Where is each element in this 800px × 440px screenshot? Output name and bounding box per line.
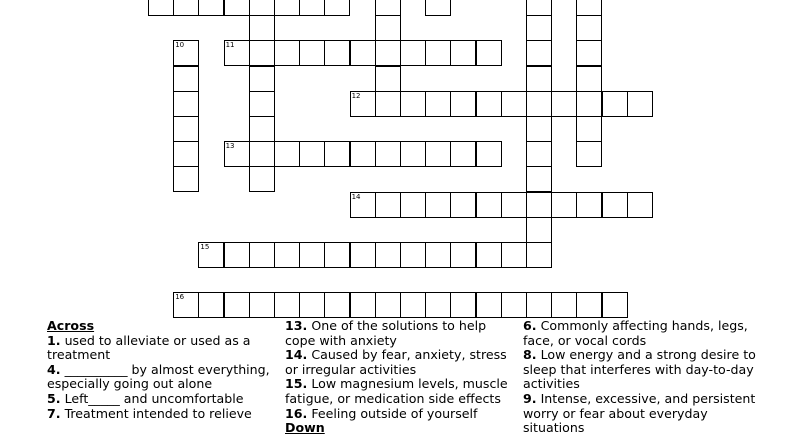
grid-cell[interactable] (350, 192, 376, 218)
grid-cell[interactable] (576, 0, 602, 16)
grid-cell[interactable] (526, 66, 552, 92)
grid-cell[interactable] (350, 141, 376, 167)
clue-column-1 (47, 319, 279, 421)
grid-cell[interactable] (602, 292, 628, 318)
grid-cell[interactable] (173, 292, 199, 318)
grid-cell[interactable] (299, 0, 325, 16)
grid-cell[interactable] (425, 292, 451, 318)
clue-number: 15 (200, 243, 210, 251)
grid-cell[interactable] (148, 0, 174, 16)
grid-cell[interactable] (476, 292, 502, 318)
grid-cell[interactable] (350, 242, 376, 268)
clue-number: 14 (351, 192, 361, 201)
grid-cell[interactable] (375, 91, 401, 117)
grid-cell[interactable] (375, 66, 401, 92)
grid-cell[interactable] (425, 40, 451, 66)
grid-cell[interactable] (425, 242, 451, 268)
grid-cell[interactable] (375, 40, 401, 66)
grid-cell[interactable] (526, 217, 552, 243)
grid-cell[interactable] (173, 141, 199, 167)
grid-cell[interactable] (249, 66, 275, 92)
grid-cell[interactable] (249, 40, 275, 66)
grid-cell[interactable] (576, 91, 602, 117)
grid-cell[interactable] (551, 292, 577, 318)
grid-cell[interactable] (173, 116, 199, 142)
grid-cell[interactable] (198, 242, 224, 268)
grid-cell[interactable] (450, 242, 476, 268)
grid-cell[interactable] (425, 141, 451, 167)
grid-cell[interactable] (450, 141, 476, 167)
grid-cell[interactable] (375, 141, 401, 167)
clue-number: 13 (225, 142, 235, 151)
grid-cell[interactable] (274, 141, 300, 167)
grid-cell[interactable] (400, 40, 426, 66)
grid-cell[interactable] (551, 192, 577, 218)
grid-cell[interactable] (173, 0, 199, 16)
grid-cell[interactable] (375, 242, 401, 268)
grid-cell[interactable] (249, 0, 275, 16)
grid-cell[interactable] (425, 0, 451, 16)
grid-cell[interactable] (299, 292, 325, 318)
across-header: Across (47, 318, 95, 333)
grid-cell[interactable] (501, 292, 527, 318)
grid-cell[interactable] (501, 91, 527, 117)
grid-cell[interactable] (576, 40, 602, 66)
grid-cell[interactable] (274, 292, 300, 318)
grid-cell[interactable] (173, 91, 199, 117)
grid-cell[interactable] (400, 292, 426, 318)
grid-cell[interactable] (224, 0, 250, 16)
grid-cell[interactable] (198, 292, 224, 318)
clue-column-3 (523, 319, 768, 436)
grid-cell[interactable] (249, 15, 275, 41)
grid-cell[interactable] (400, 91, 426, 117)
grid-cell[interactable] (526, 116, 552, 142)
grid-cell[interactable] (576, 15, 602, 41)
grid-cell[interactable] (324, 242, 350, 268)
grid-cell[interactable] (576, 116, 602, 142)
grid-cell[interactable] (274, 40, 300, 66)
grid-cell[interactable] (476, 192, 502, 218)
clue-number: 12 (351, 91, 361, 100)
grid-cell[interactable] (400, 242, 426, 268)
grid-cell[interactable] (375, 15, 401, 41)
clue-down-6: 6. Commonly affecting hands, legs, face, or vocal cords (523, 318, 748, 348)
grid-cell[interactable] (249, 166, 275, 192)
grid-cell[interactable] (501, 192, 527, 218)
grid-cell[interactable] (526, 242, 552, 268)
grid-cell[interactable] (526, 91, 552, 117)
grid-cell[interactable] (501, 242, 527, 268)
grid-cell[interactable] (476, 141, 502, 167)
clue-down-9: 9. Intense, excessive, and persistent worry or fear about everyday situations (523, 390, 756, 436)
grid-cell[interactable] (274, 0, 300, 16)
grid-cell[interactable] (324, 40, 350, 66)
grid-cell[interactable] (526, 192, 552, 218)
grid-cell[interactable] (324, 141, 350, 167)
clue-number: 11 (225, 41, 235, 50)
grid-cell[interactable] (224, 242, 250, 268)
grid-cell[interactable] (173, 66, 199, 92)
grid-cell[interactable] (350, 91, 376, 117)
grid-cell[interactable] (526, 292, 552, 318)
grid-cell[interactable] (173, 166, 199, 192)
grid-cell[interactable] (576, 141, 602, 167)
clue-across-4: 4. __________ by almost everything, especially going out alone (47, 361, 270, 392)
grid-cell[interactable] (602, 91, 628, 117)
grid-cell[interactable] (526, 40, 552, 66)
grid-cell[interactable] (627, 192, 653, 218)
grid-cell[interactable] (224, 40, 250, 66)
grid-cell[interactable] (375, 0, 401, 16)
clue-down-8: 8. Low energy and a strong desire to sleep that interferes with day-to-day activities (523, 347, 756, 392)
down-header: Down (285, 420, 325, 436)
clue-across-16: 16. Feeling outside of yourself (285, 405, 478, 421)
grid-cell[interactable] (299, 141, 325, 167)
grid-cell[interactable] (249, 116, 275, 142)
grid-cell[interactable] (602, 192, 628, 218)
grid-cell[interactable] (299, 242, 325, 268)
grid-cell[interactable] (375, 192, 401, 218)
grid-cell[interactable] (249, 242, 275, 268)
grid-cell[interactable] (249, 91, 275, 117)
grid-cell[interactable] (450, 192, 476, 218)
grid-cell[interactable] (627, 91, 653, 117)
grid-cell[interactable] (450, 40, 476, 66)
grid-cell[interactable] (526, 0, 552, 16)
grid-cell[interactable] (299, 40, 325, 66)
clue-across-15: 15. Low magnesium levels, muscle fatigue, or medication side effects (285, 376, 508, 406)
grid-cell[interactable] (526, 166, 552, 192)
clue-number: 16 (175, 293, 185, 302)
grid-cell[interactable] (476, 242, 502, 268)
clue-across-7: 7. Treatment intended to relieve (47, 405, 252, 421)
grid-cell[interactable] (476, 40, 502, 66)
clue-across-5: 5. Left_____ and uncomfortable (47, 390, 244, 406)
grid-cell[interactable] (375, 292, 401, 318)
clue-column-2 (285, 319, 517, 436)
grid-cell[interactable] (324, 292, 350, 318)
grid-cell[interactable] (249, 141, 275, 167)
grid-cell[interactable] (198, 0, 224, 16)
grid-cell[interactable] (274, 242, 300, 268)
grid-cell[interactable] (576, 292, 602, 318)
grid-cell[interactable] (324, 0, 350, 16)
grid-cell[interactable] (576, 66, 602, 92)
grid-cell[interactable] (450, 91, 476, 117)
grid-cell[interactable] (400, 192, 426, 218)
grid-cell[interactable] (400, 141, 426, 167)
clue-number: 10 (175, 41, 185, 50)
grid-cell[interactable] (224, 292, 250, 318)
grid-cell[interactable] (249, 292, 275, 318)
grid-cell[interactable] (526, 15, 552, 41)
grid-cell[interactable] (224, 141, 250, 167)
grid-cell[interactable] (450, 292, 476, 318)
grid-cell[interactable] (551, 91, 577, 117)
grid-cell[interactable] (476, 91, 502, 117)
grid-cell[interactable] (350, 292, 376, 318)
grid-cell[interactable] (526, 141, 552, 167)
clue-across-1: 1. used to alleviate or used as a treatment (47, 332, 251, 363)
grid-cell[interactable] (173, 40, 199, 66)
grid-cell[interactable] (425, 192, 451, 218)
grid-cell[interactable] (576, 192, 602, 218)
clue-across-14: 14. Caused by fear, anxiety, stress or irregular activities (285, 347, 507, 377)
grid-cell[interactable] (425, 91, 451, 117)
grid-cell[interactable] (350, 40, 376, 66)
clue-across-13: 13. One of the solutions to help cope with anxiety (285, 318, 487, 348)
